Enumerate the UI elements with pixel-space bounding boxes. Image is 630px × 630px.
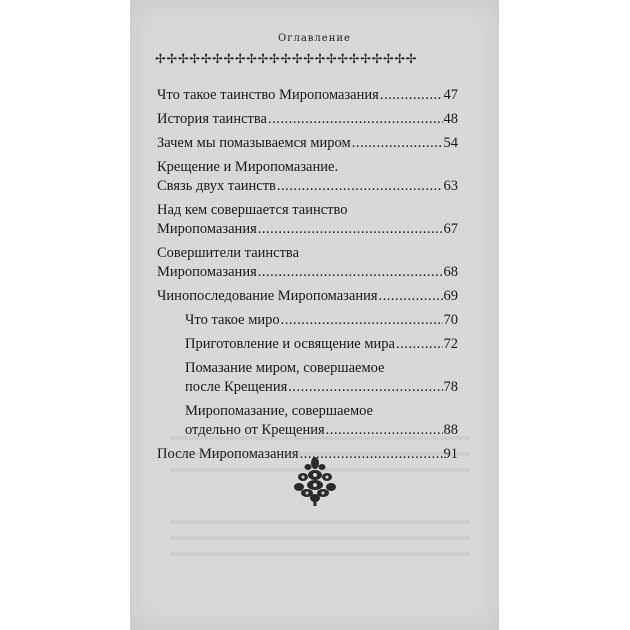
toc-page-number: 63 bbox=[443, 178, 458, 194]
toc-page-number: 69 bbox=[443, 288, 458, 304]
dot-leader bbox=[277, 177, 443, 196]
toc-entry-title-line1: Крещение и Миропомазание. bbox=[157, 159, 339, 175]
toc-entry-title: Зачем мы помазываемся миром bbox=[157, 135, 351, 151]
dot-leader bbox=[258, 263, 443, 282]
toc-page-number: 47 bbox=[443, 87, 458, 103]
toc-entry[interactable] bbox=[157, 110, 458, 129]
toc-page-number: 68 bbox=[443, 264, 458, 280]
dot-leader bbox=[379, 287, 443, 306]
toc-entry-title-line2: отдельно от Крещения bbox=[185, 422, 325, 438]
toc-subentry[interactable] bbox=[185, 359, 458, 397]
dot-leader bbox=[268, 110, 443, 129]
toc-page-number: 91 bbox=[443, 446, 458, 462]
toc-page-number: 88 bbox=[443, 422, 458, 438]
toc-page-number: 54 bbox=[443, 135, 458, 151]
toc-page-number: 48 bbox=[443, 111, 458, 127]
toc-entry-title-line1: Над кем совершается таинство bbox=[157, 202, 348, 218]
dot-leader bbox=[396, 335, 443, 354]
toc-entry-title-line2: Миропомазания bbox=[157, 221, 257, 237]
ornamental-divider: ✢✢✢✢✢✢✢✢✢✢✢✢✢✢✢✢✢✢✢✢✢✢✢ bbox=[155, 52, 418, 67]
page-header-title: Оглавление bbox=[278, 33, 351, 44]
floral-vignette-icon bbox=[288, 455, 342, 509]
show-through-line bbox=[170, 536, 470, 540]
toc-entry-title: Что такое таинство Миропомазания bbox=[157, 87, 379, 103]
toc-entry-title-line1: Миропомазание, совершаемое bbox=[185, 403, 373, 419]
toc-entry-title: История таинства bbox=[157, 111, 267, 127]
show-through-line bbox=[170, 436, 470, 440]
toc-entry-title: Чинопоследование Миропомазания bbox=[157, 288, 378, 304]
toc-entry-title-line1: Совершители таинства bbox=[157, 245, 300, 261]
toc-entry-title: Приготовление и освящение мира bbox=[185, 336, 395, 352]
dot-leader bbox=[288, 378, 442, 397]
toc-entry[interactable] bbox=[157, 201, 458, 239]
toc-entry[interactable] bbox=[157, 86, 458, 105]
toc-entry[interactable] bbox=[157, 287, 458, 306]
dot-leader bbox=[258, 220, 443, 239]
toc-page-number: 70 bbox=[443, 312, 458, 328]
toc-entry-title: После Миропомазания bbox=[157, 446, 299, 462]
toc-subentry[interactable] bbox=[185, 311, 458, 330]
show-through-line bbox=[170, 520, 470, 524]
toc-page-number: 78 bbox=[443, 379, 458, 395]
toc-entry[interactable] bbox=[157, 244, 458, 282]
toc-entry[interactable] bbox=[157, 134, 458, 153]
dot-leader bbox=[380, 86, 443, 105]
toc-page-number: 67 bbox=[443, 221, 458, 237]
show-through-line bbox=[170, 552, 470, 556]
toc-entry-title-line2: Связь двух таинств bbox=[157, 178, 276, 194]
toc-entry-title-line2: Миропомазания bbox=[157, 264, 257, 280]
toc-subentry[interactable] bbox=[185, 335, 458, 354]
toc-page-number: 72 bbox=[443, 336, 458, 352]
dot-leader bbox=[352, 134, 443, 153]
toc-subentry[interactable] bbox=[185, 402, 458, 440]
toc-entry-title: Что такое миро bbox=[185, 312, 280, 328]
table-of-contents bbox=[157, 86, 458, 469]
toc-entry-title-line2: после Крещения bbox=[185, 379, 288, 395]
toc-entry-title-line1: Помазание миром, совершаемое bbox=[185, 360, 385, 376]
dot-leader bbox=[281, 311, 443, 330]
toc-entry[interactable] bbox=[157, 158, 458, 196]
book-page bbox=[130, 0, 499, 630]
